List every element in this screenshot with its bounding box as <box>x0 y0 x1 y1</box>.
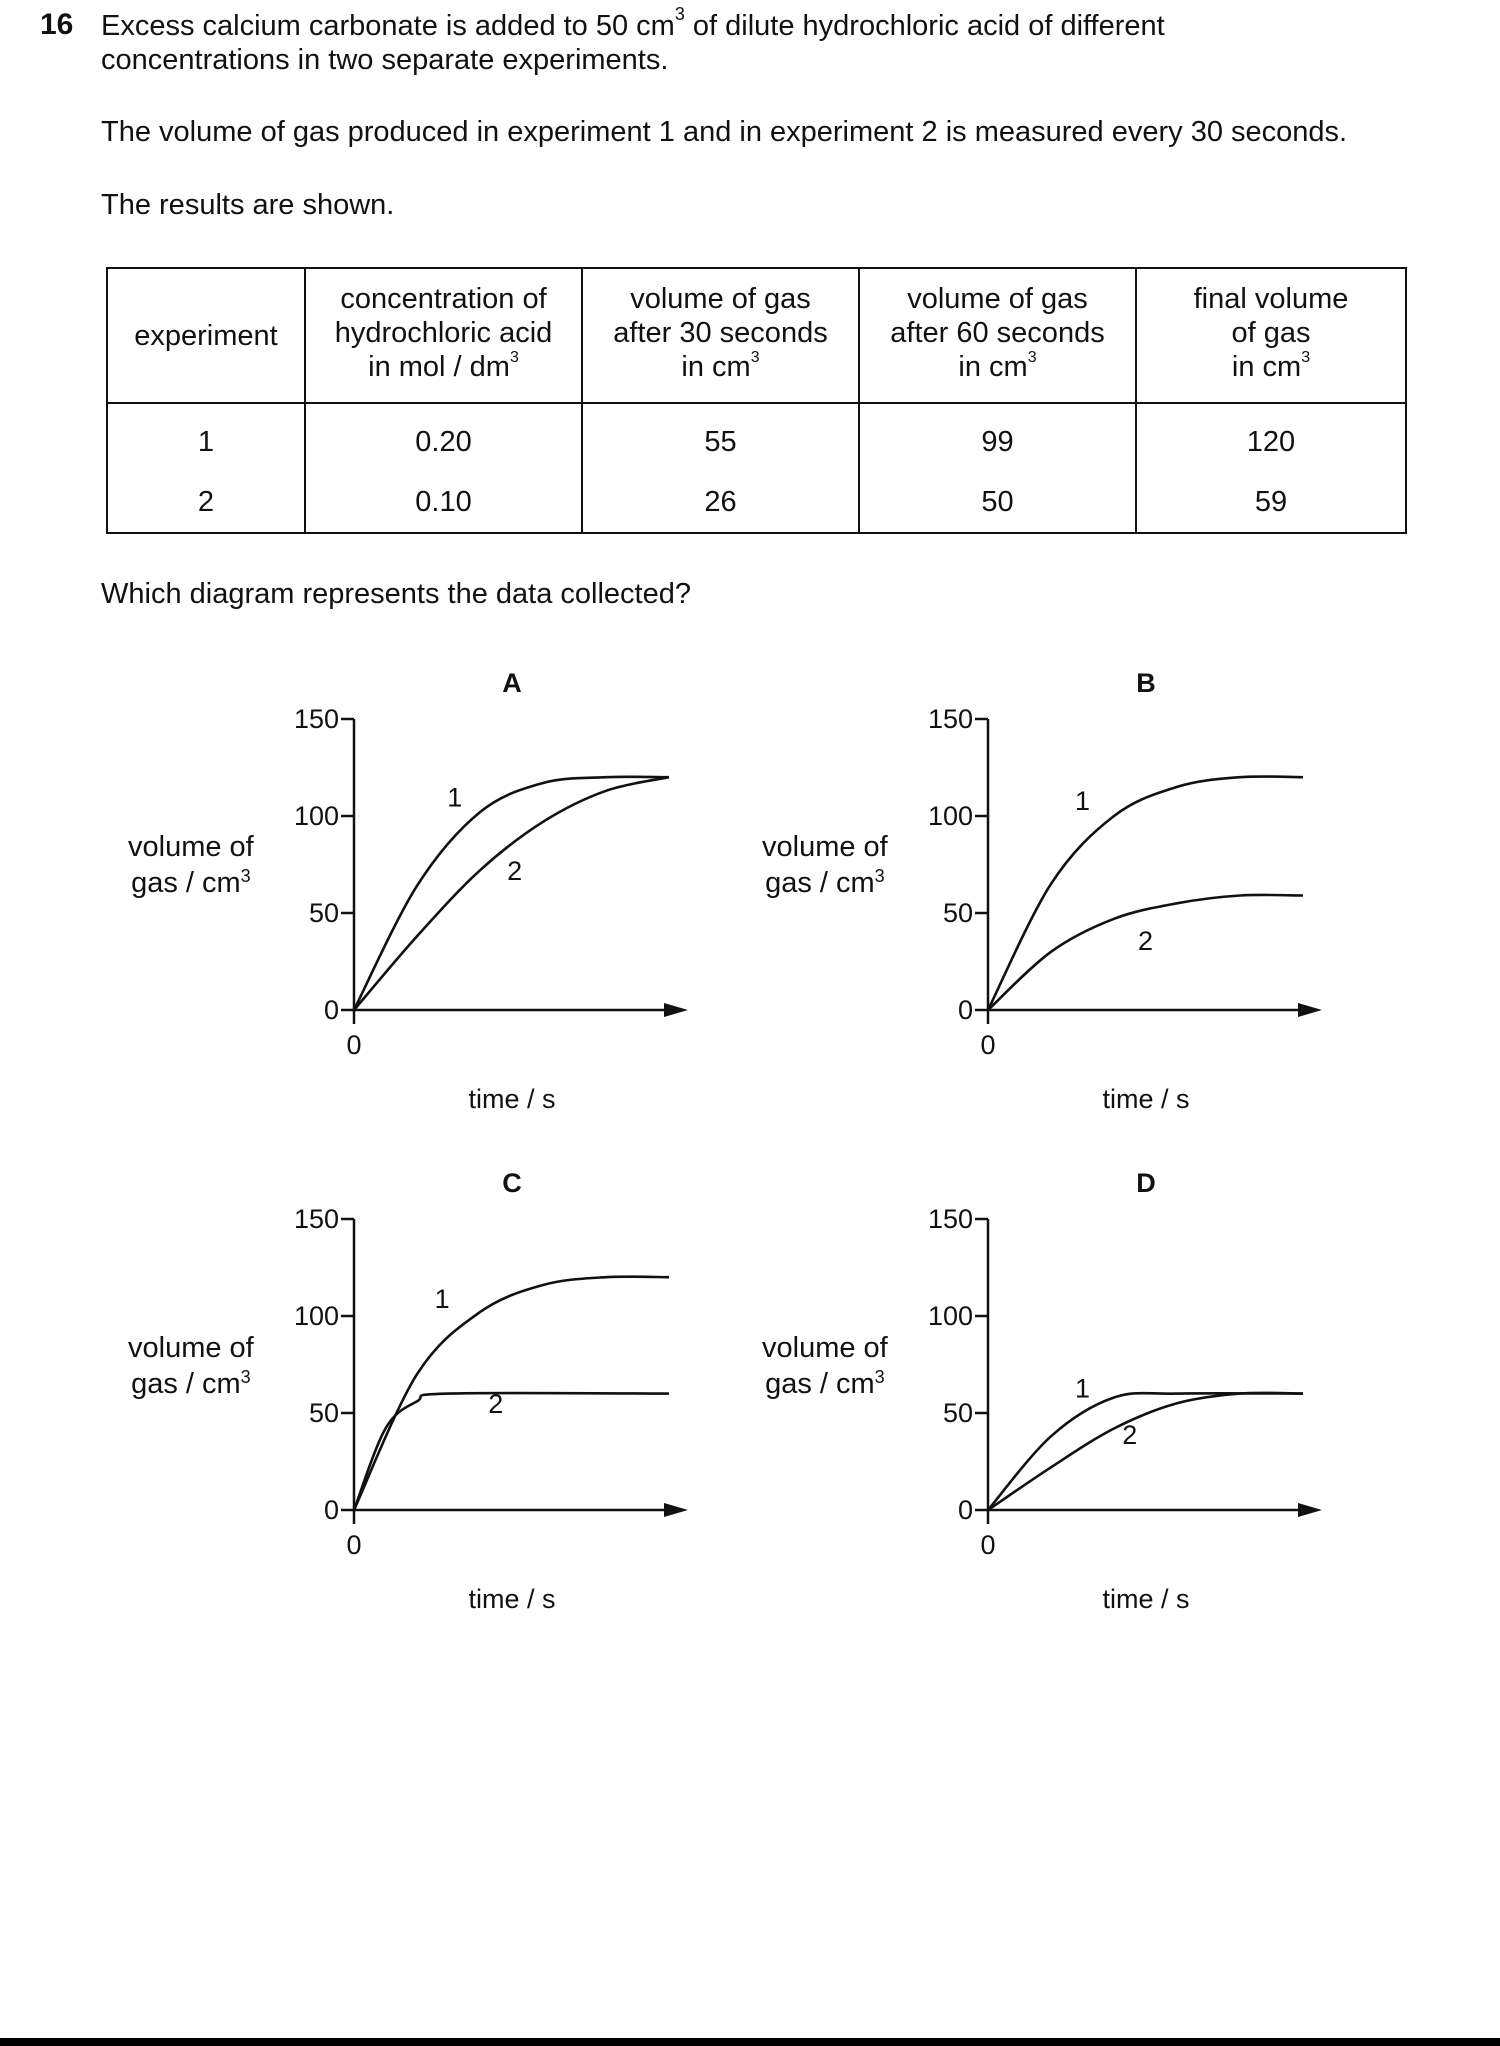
header-experiment <box>107 268 305 403</box>
ylabel-unit: gas / cm <box>131 867 241 899</box>
intro-text-2: of dilute hydrochloric acid of different <box>684 10 1165 42</box>
ylabel-unit: gas / cm <box>131 1368 241 1400</box>
header-line <box>583 350 858 389</box>
ylabel-line <box>128 1366 254 1405</box>
table-cell: 55 <box>582 403 859 472</box>
chart-d <box>904 1165 1344 1614</box>
series-line-1 <box>988 1393 1303 1510</box>
table-cell: 50 <box>859 472 1136 533</box>
header-unit: in cm <box>1231 351 1302 383</box>
ylabel-line <box>762 1366 888 1405</box>
ylabel-line: volume of <box>128 831 254 863</box>
table-row <box>107 472 1406 533</box>
x-axis-arrow <box>664 1003 688 1017</box>
results-text: The results are shown. <box>101 189 395 221</box>
series-label-1: 1 <box>1074 1373 1091 1404</box>
table-cell: 2 <box>107 472 305 533</box>
y-tick-label: 50 <box>308 1398 339 1428</box>
header-superscript: 3 <box>1301 349 1311 366</box>
question-intro-line2: concentrations in two separate experiments. <box>101 44 669 76</box>
header-line: hydrochloric acid <box>334 317 553 349</box>
question-prompt: Which diagram represents the data collected? <box>101 578 691 610</box>
chart-title: A <box>502 668 522 698</box>
table-row <box>107 403 1406 472</box>
table-cell: 26 <box>582 472 859 533</box>
x-axis-label: time / s <box>1102 1084 1190 1114</box>
header-volume-60s <box>859 268 1136 403</box>
header-superscript: 3 <box>750 349 760 366</box>
header-unit: in mol / dm <box>368 351 510 383</box>
chart-b-ylabel <box>762 829 888 904</box>
x-axis-arrow <box>1298 1503 1322 1517</box>
y-tick-label: 150 <box>293 704 339 734</box>
series-label-1: 1 <box>434 1284 450 1315</box>
x-axis-label: time / s <box>1102 1584 1190 1614</box>
measurement-text: The volume of gas produced in experiment 1 and in experiment 2 is measured every 30 seconds. <box>101 116 1348 148</box>
question-number: 16 <box>40 8 74 41</box>
series-line-2 <box>354 777 669 1010</box>
ylabel-superscript: 3 <box>874 1367 885 1387</box>
y-tick-label: 0 <box>957 1495 973 1525</box>
chart-d-ylabel <box>762 1330 888 1405</box>
y-tick-label: 0 <box>323 1495 339 1525</box>
header-superscript: 3 <box>509 349 519 366</box>
header-line: concentration of <box>340 283 547 315</box>
chart-title: C <box>502 1168 522 1198</box>
ylabel-unit: gas / cm <box>765 867 875 899</box>
table-cell: 0.10 <box>305 472 582 533</box>
y-tick-label: 100 <box>293 1301 339 1331</box>
chart-c-ylabel <box>128 1330 254 1405</box>
series-line-1 <box>988 776 1303 1010</box>
series-label-2: 2 <box>507 856 523 887</box>
series-label-2: 2 <box>1137 925 1154 956</box>
ylabel-superscript: 3 <box>874 866 885 886</box>
header-unit: in cm <box>681 351 751 383</box>
header-line: final volume <box>1193 283 1349 315</box>
x-axis-label: time / s <box>468 1584 556 1614</box>
y-tick-label: 0 <box>957 995 973 1025</box>
y-tick-label: 50 <box>308 898 339 928</box>
series-label-2: 2 <box>1122 1420 1138 1451</box>
series-label-1: 1 <box>447 782 463 813</box>
chart-title: D <box>1136 1168 1156 1198</box>
header-line <box>1137 350 1405 389</box>
y-tick-label: 0 <box>323 995 339 1025</box>
y-tick-label: 150 <box>927 1204 973 1234</box>
table-cell: 1 <box>107 403 305 472</box>
table-header-row <box>107 268 1406 403</box>
x-origin-label: 0 <box>980 1030 996 1060</box>
chart-title: B <box>1136 668 1156 698</box>
header-line: of gas <box>1231 317 1311 349</box>
y-tick-label: 150 <box>293 1204 339 1234</box>
ylabel-line <box>762 865 888 904</box>
series-label-2: 2 <box>488 1389 504 1419</box>
series-line-2 <box>354 1393 669 1510</box>
header-line <box>306 350 581 389</box>
y-tick-label: 150 <box>927 704 973 734</box>
header-volume-30s <box>582 268 859 403</box>
header-unit: in cm <box>958 351 1028 383</box>
y-tick-label: 100 <box>927 1301 973 1331</box>
header-line: experiment <box>134 319 278 352</box>
series-line-1 <box>354 777 669 1010</box>
header-line <box>860 350 1135 389</box>
x-origin-label: 0 <box>346 1530 362 1560</box>
intro-text-1: Excess calcium carbonate is added to 50 cm <box>101 10 675 42</box>
page-footer-bar <box>0 2038 1500 2046</box>
ylabel-unit: gas / cm <box>765 1368 875 1400</box>
ylabel-superscript: 3 <box>240 866 251 886</box>
chart-a-ylabel <box>128 829 254 904</box>
header-superscript: 3 <box>1027 349 1037 366</box>
header-final-volume <box>1136 268 1406 403</box>
y-tick-label: 50 <box>942 898 973 928</box>
table-cell: 0.20 <box>305 403 582 472</box>
ylabel-line <box>128 865 254 904</box>
y-tick-label: 100 <box>927 801 973 831</box>
y-tick-label: 50 <box>942 1398 973 1428</box>
table-cell: 59 <box>1136 472 1406 533</box>
table-cell: 120 <box>1136 403 1406 472</box>
x-origin-label: 0 <box>980 1530 996 1560</box>
chart-a <box>270 665 710 1114</box>
ylabel-line: volume of <box>762 831 888 863</box>
header-concentration <box>305 268 582 403</box>
header-line: after 30 seconds <box>613 317 828 349</box>
ylabel-superscript: 3 <box>240 1367 251 1387</box>
x-origin-label: 0 <box>346 1030 362 1060</box>
series-label-1: 1 <box>1074 786 1091 817</box>
x-axis-arrow <box>1298 1003 1322 1017</box>
ylabel-line: volume of <box>128 1332 254 1364</box>
table-cell: 99 <box>859 403 1136 472</box>
header-line: after 60 seconds <box>890 317 1105 349</box>
x-axis-label: time / s <box>468 1084 556 1114</box>
header-line: volume of gas <box>907 283 1088 315</box>
ylabel-line: volume of <box>762 1332 888 1364</box>
header-line: volume of gas <box>630 283 811 315</box>
y-tick-label: 100 <box>293 801 339 831</box>
x-axis-arrow <box>664 1503 688 1517</box>
chart-c <box>270 1165 710 1614</box>
intro-superscript: 3 <box>674 4 685 24</box>
results-table <box>106 267 1407 534</box>
chart-b <box>904 665 1344 1114</box>
